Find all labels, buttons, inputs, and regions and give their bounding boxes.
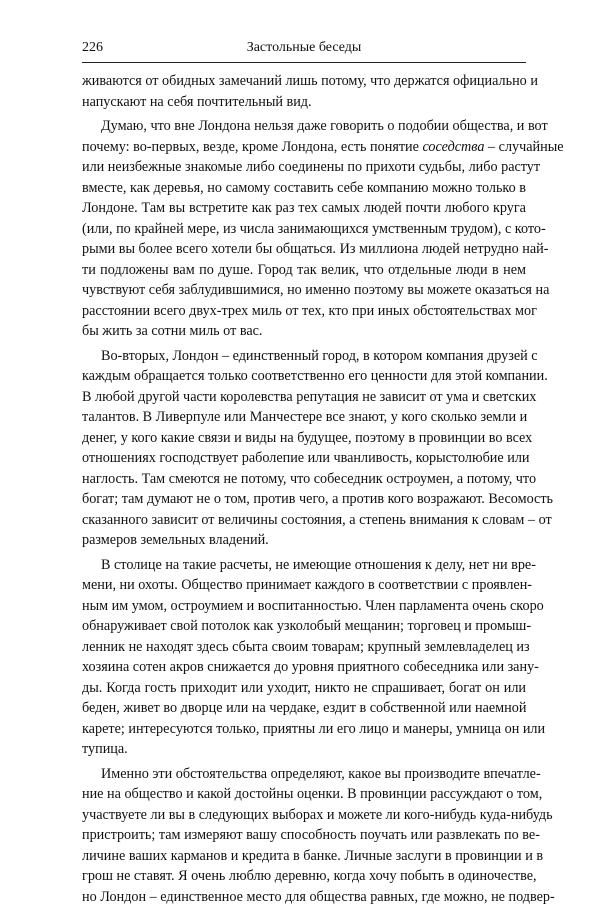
text-line: участвуете ли вы в следующих выборах и можете ли кого-нибудь куда-нибудь <box>82 805 526 826</box>
running-title: Застольные беседы <box>82 40 526 56</box>
text-line: отношениях господствует раболепие или чванливость, корыстолюбие или <box>82 448 526 469</box>
running-head <box>82 36 526 63</box>
text-line: тупица. <box>82 739 526 760</box>
text-line: Во-вторых, Лондон – единственный город, в котором компания друзей с <box>82 346 526 367</box>
text-line: или неизбежные знакомые либо соединены по прихоти судьбы, либо растут <box>82 157 526 178</box>
text-line: пристроить; там измеряют вашу способность поучать или развлекать по ве- <box>82 825 526 846</box>
body-text <box>82 71 526 907</box>
text-line: чувствуют себя заблудившимися, но именно поэтому вы можете оказаться на <box>82 280 526 301</box>
text-line: В любой другой части королевства репутация не зависит от ума и светских <box>82 387 526 408</box>
paragraph <box>82 346 526 551</box>
text-line: бы жить за сотни миль от вас. <box>82 321 526 342</box>
text-line: ным им умом, остроумием и воспитанностью. Член парламента очень скоро <box>82 596 526 617</box>
text-line: обнаруживает свой потолок как узколобый мещанин; торговец и промыш- <box>82 616 526 637</box>
text-line: ние на общество и какой достойны оценки. В провинции рассуждают о том, <box>82 784 526 805</box>
text-line: ти подложены вам по душе. Город так велик, что отдельные люди в нем <box>82 260 526 281</box>
text-line: талантов. В Ливерпуле или Манчестере все знают, у кого сколько земли и <box>82 407 526 428</box>
text-line: мени, ни охоты. Общество принимает каждого в соответствии с проявлен- <box>82 575 526 596</box>
text-line: хозяина сотен акров снижается до уровня приятного собеседника или зану- <box>82 657 526 678</box>
text-line: личине ваших карманов и кредита в банке. Личные заслуги в провинции и в <box>82 846 526 867</box>
italic-term: соседства <box>422 139 484 155</box>
text-line: размеров земельных владений. <box>82 530 526 551</box>
book-page <box>82 36 526 907</box>
text-line: каждым обращается только соответственно его ценности для этой компании. <box>82 366 526 387</box>
text-line: богат; там думают не о том, против чего, а против кого возражают. Весомость <box>82 489 526 510</box>
paragraph <box>82 71 526 112</box>
text-line: живаются от обидных замечаний лишь потому, что держатся официально и <box>82 71 526 92</box>
text-line: но Лондон – единственное место для общества равных, где можно, не подвер- <box>82 887 526 907</box>
paragraph <box>82 555 526 760</box>
text-line: В столице на такие расчеты, не имеющие отношения к делу, нет ни вре- <box>82 555 526 576</box>
text-line: наглость. Там смеются не потому, что собеседник остроумен, а потому, что <box>82 469 526 490</box>
text-line: беден, живет во дворце или на чердаке, ездит в собственной или наемной <box>82 698 526 719</box>
text-line: вместе, как деревья, но самому составить себе компанию можно только в <box>82 178 526 199</box>
page-number: 226 <box>82 40 103 56</box>
text-line: сказанного зависит от величины состояния, а степень внимания к словам – от <box>82 510 526 531</box>
paragraph <box>82 116 526 342</box>
text-line: Именно эти обстоятельства определяют, какое вы производите впечатле- <box>82 764 526 785</box>
paragraph <box>82 764 526 907</box>
text-line: напускают на себя почтительный вид. <box>82 92 526 113</box>
text-line: Лондоне. Там вы встретите как раз тех самых людей почти любого круга <box>82 198 526 219</box>
text-line: ды. Когда гость приходит или уходит, никто не спрашивает, богат он или <box>82 678 526 699</box>
text-line: денег, у кого какие связи и виды на будущее, поэтому в провинции во всех <box>82 428 526 449</box>
text-line: Думаю, что вне Лондона нельзя даже говорить о подобии общества, и вот <box>82 116 526 137</box>
text-line: почему: во-первых, везде, кроме Лондона, есть понятие соседства – случайные <box>82 137 526 158</box>
text-line: рыми вы более всего хотели бы общаться. Из миллиона людей нетрудно най- <box>82 239 526 260</box>
text-line: (или, по крайней мере, из числа занимающихся умственным трудом), с кото- <box>82 219 526 240</box>
text-line: ленник не находят здесь сбыта своим товарам; крупный землевладелец из <box>82 637 526 658</box>
text-line: карете; интересуются только, приятны ли его лицо и манеры, умница он или <box>82 719 526 740</box>
text-line: грош не ставят. Я очень люблю деревню, когда хочу побыть в одиночестве, <box>82 866 526 887</box>
text-line: расстоянии всего двух-трех миль от тех, кто при иных обстоятельствах мог <box>82 301 526 322</box>
